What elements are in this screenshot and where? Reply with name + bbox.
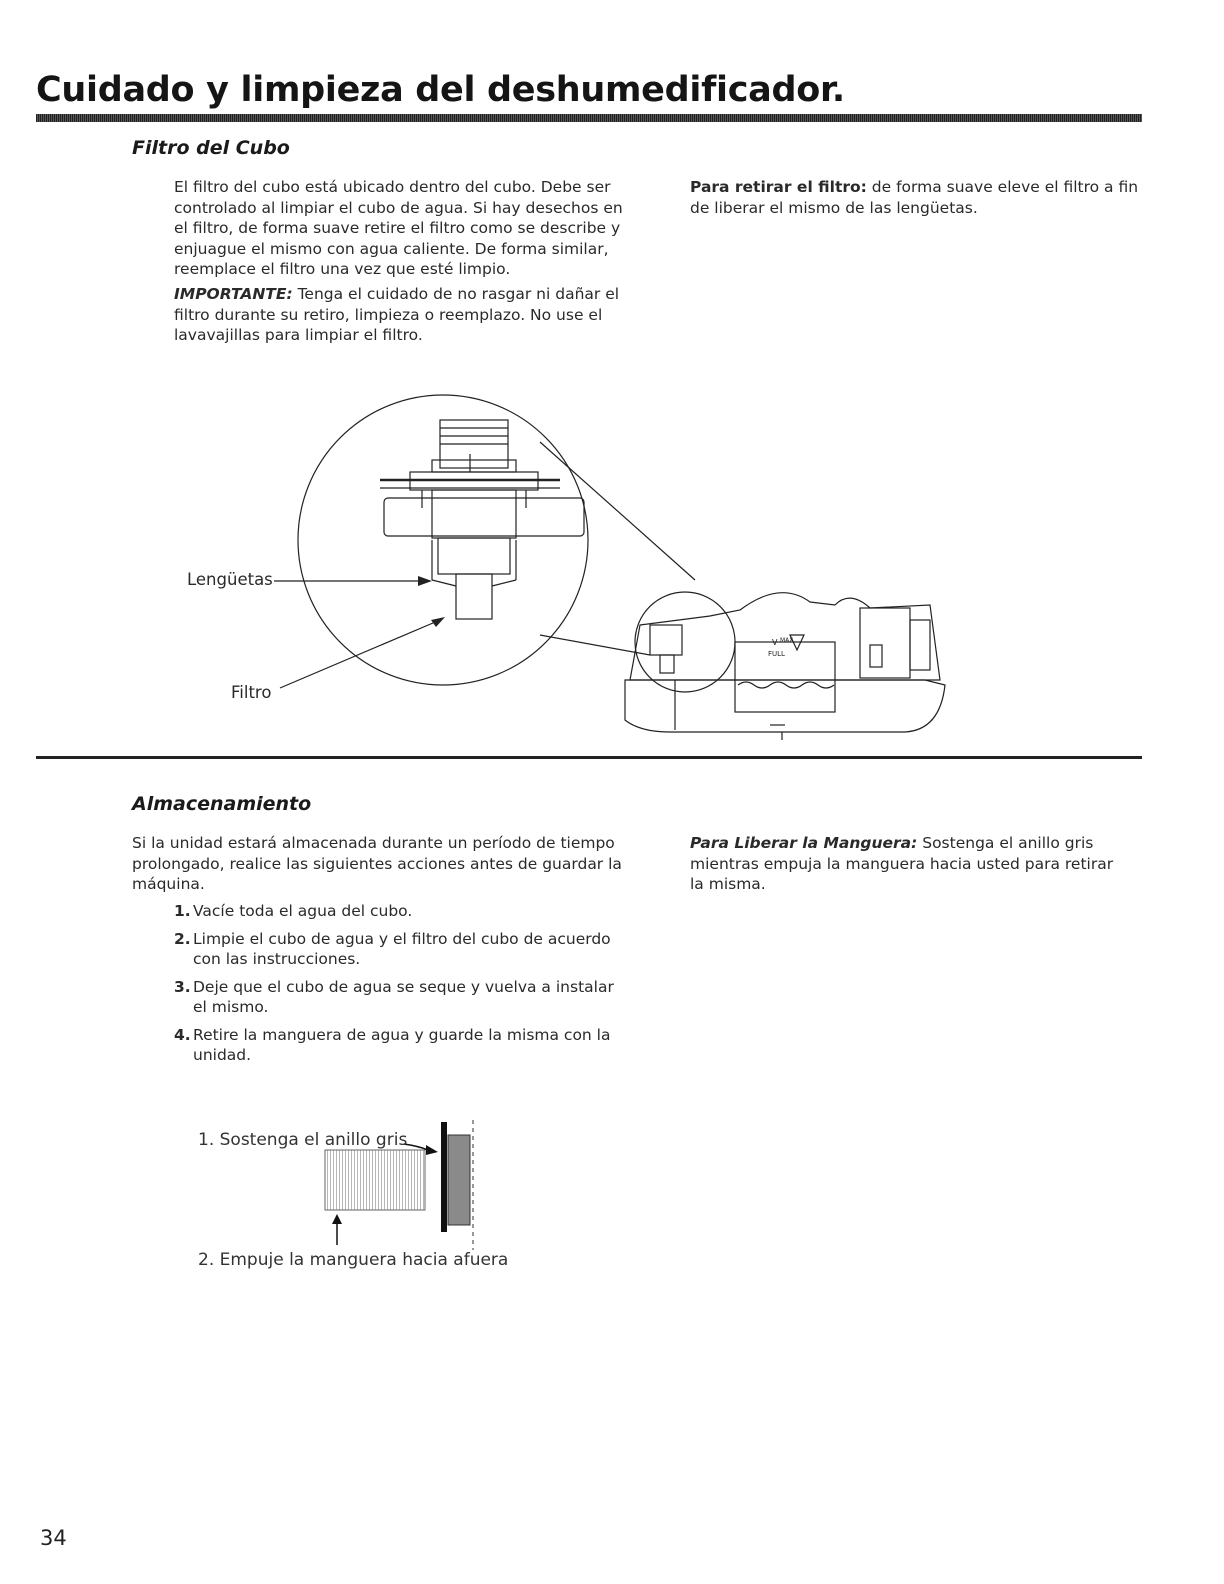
hold-arrow-shaft (404, 1144, 428, 1150)
important-label: IMPORTANTE: (174, 285, 293, 303)
bucket-mark-3: FULL (768, 650, 785, 658)
page-number: 34 (40, 1526, 67, 1550)
filter-assembly (380, 420, 584, 619)
remove-text: de forma suave eleve el filtro a fin de liberar el mismo de las lengüetas. (690, 178, 1139, 217)
zoom-line-lower (540, 635, 650, 655)
filter-remove-instructions (690, 177, 1140, 218)
section-divider (36, 756, 1142, 759)
important-text: Tenga el cuidado de no rasgar ni dañar el filtro durante su retiro, limpieza o reemplazo. No use el lavavajillas para limpiar el filtro. (174, 285, 620, 344)
storage-intro: Si la unidad estará almacenada durante un período de tiempo prolongado, realice las siguientes acciones antes de guardar la máquina. (132, 834, 622, 893)
tabs-arrowhead (418, 576, 432, 586)
release-text: Sostenga el anillo gris mientras empuja la manguera hacia usted para retirar la misma. (690, 834, 1114, 893)
storage-step: 3. Deje que el cubo de agua se seque y vuelva a instalar el mismo. (174, 977, 614, 1016)
tabs-label: Lengüetas (187, 570, 273, 589)
hold-arrow-head (426, 1145, 438, 1155)
storage-step: 1. Vacíe toda el agua del cubo. (174, 902, 413, 920)
bucket-drawing (625, 593, 945, 740)
push-arrow-head (332, 1214, 342, 1224)
grey-ring (448, 1135, 470, 1225)
title-rule (36, 114, 1142, 122)
filter-label: Filtro (231, 683, 272, 702)
hose-body (325, 1150, 425, 1210)
magnifier-circle (298, 395, 588, 685)
bucket-mark-1: V (772, 638, 778, 647)
storage-section-heading: Almacenamiento (132, 793, 312, 815)
filter-arrowhead (431, 617, 445, 627)
hose-step-1-label: 1. Sostenga el anillo gris (198, 1130, 408, 1150)
hose-release-instructions (690, 833, 1130, 895)
storage-steps (174, 901, 624, 1073)
filter-callout-line (280, 620, 440, 688)
hose-step-2-label: 2. Empuje la manguera hacia afuera (198, 1250, 509, 1270)
storage-step: 2. Limpie el cubo de agua y el filtro del cubo de acuerdo con las instrucciones. (174, 929, 611, 968)
page-title: Cuidado y limpieza del deshumedificador. (36, 70, 845, 110)
zoom-line-upper (540, 442, 695, 580)
bucket-mark-2: MAX (780, 637, 794, 644)
wall-plate (441, 1122, 447, 1232)
filter-body-text: El filtro del cubo está ubicado dentro del cubo. Debe ser controlado al limpiar el cubo de agua. Si hay desechos en el filtro, de forma suave retire el filtro como se describe y enjuague el mismo con agua caliente. De forma similar, reemplace el filtro una vez que esté limpio. (174, 178, 623, 278)
filter-important-note (174, 284, 634, 346)
storage-step: 4. Retire la manguera de agua y guarde la misma con la unidad. (174, 1025, 611, 1064)
remove-label: Para retirar el filtro: (690, 178, 867, 196)
filter-diagram (170, 380, 970, 740)
release-label: Para Liberar la Manguera: (690, 834, 918, 852)
filter-section-heading: Filtro del Cubo (132, 137, 290, 159)
